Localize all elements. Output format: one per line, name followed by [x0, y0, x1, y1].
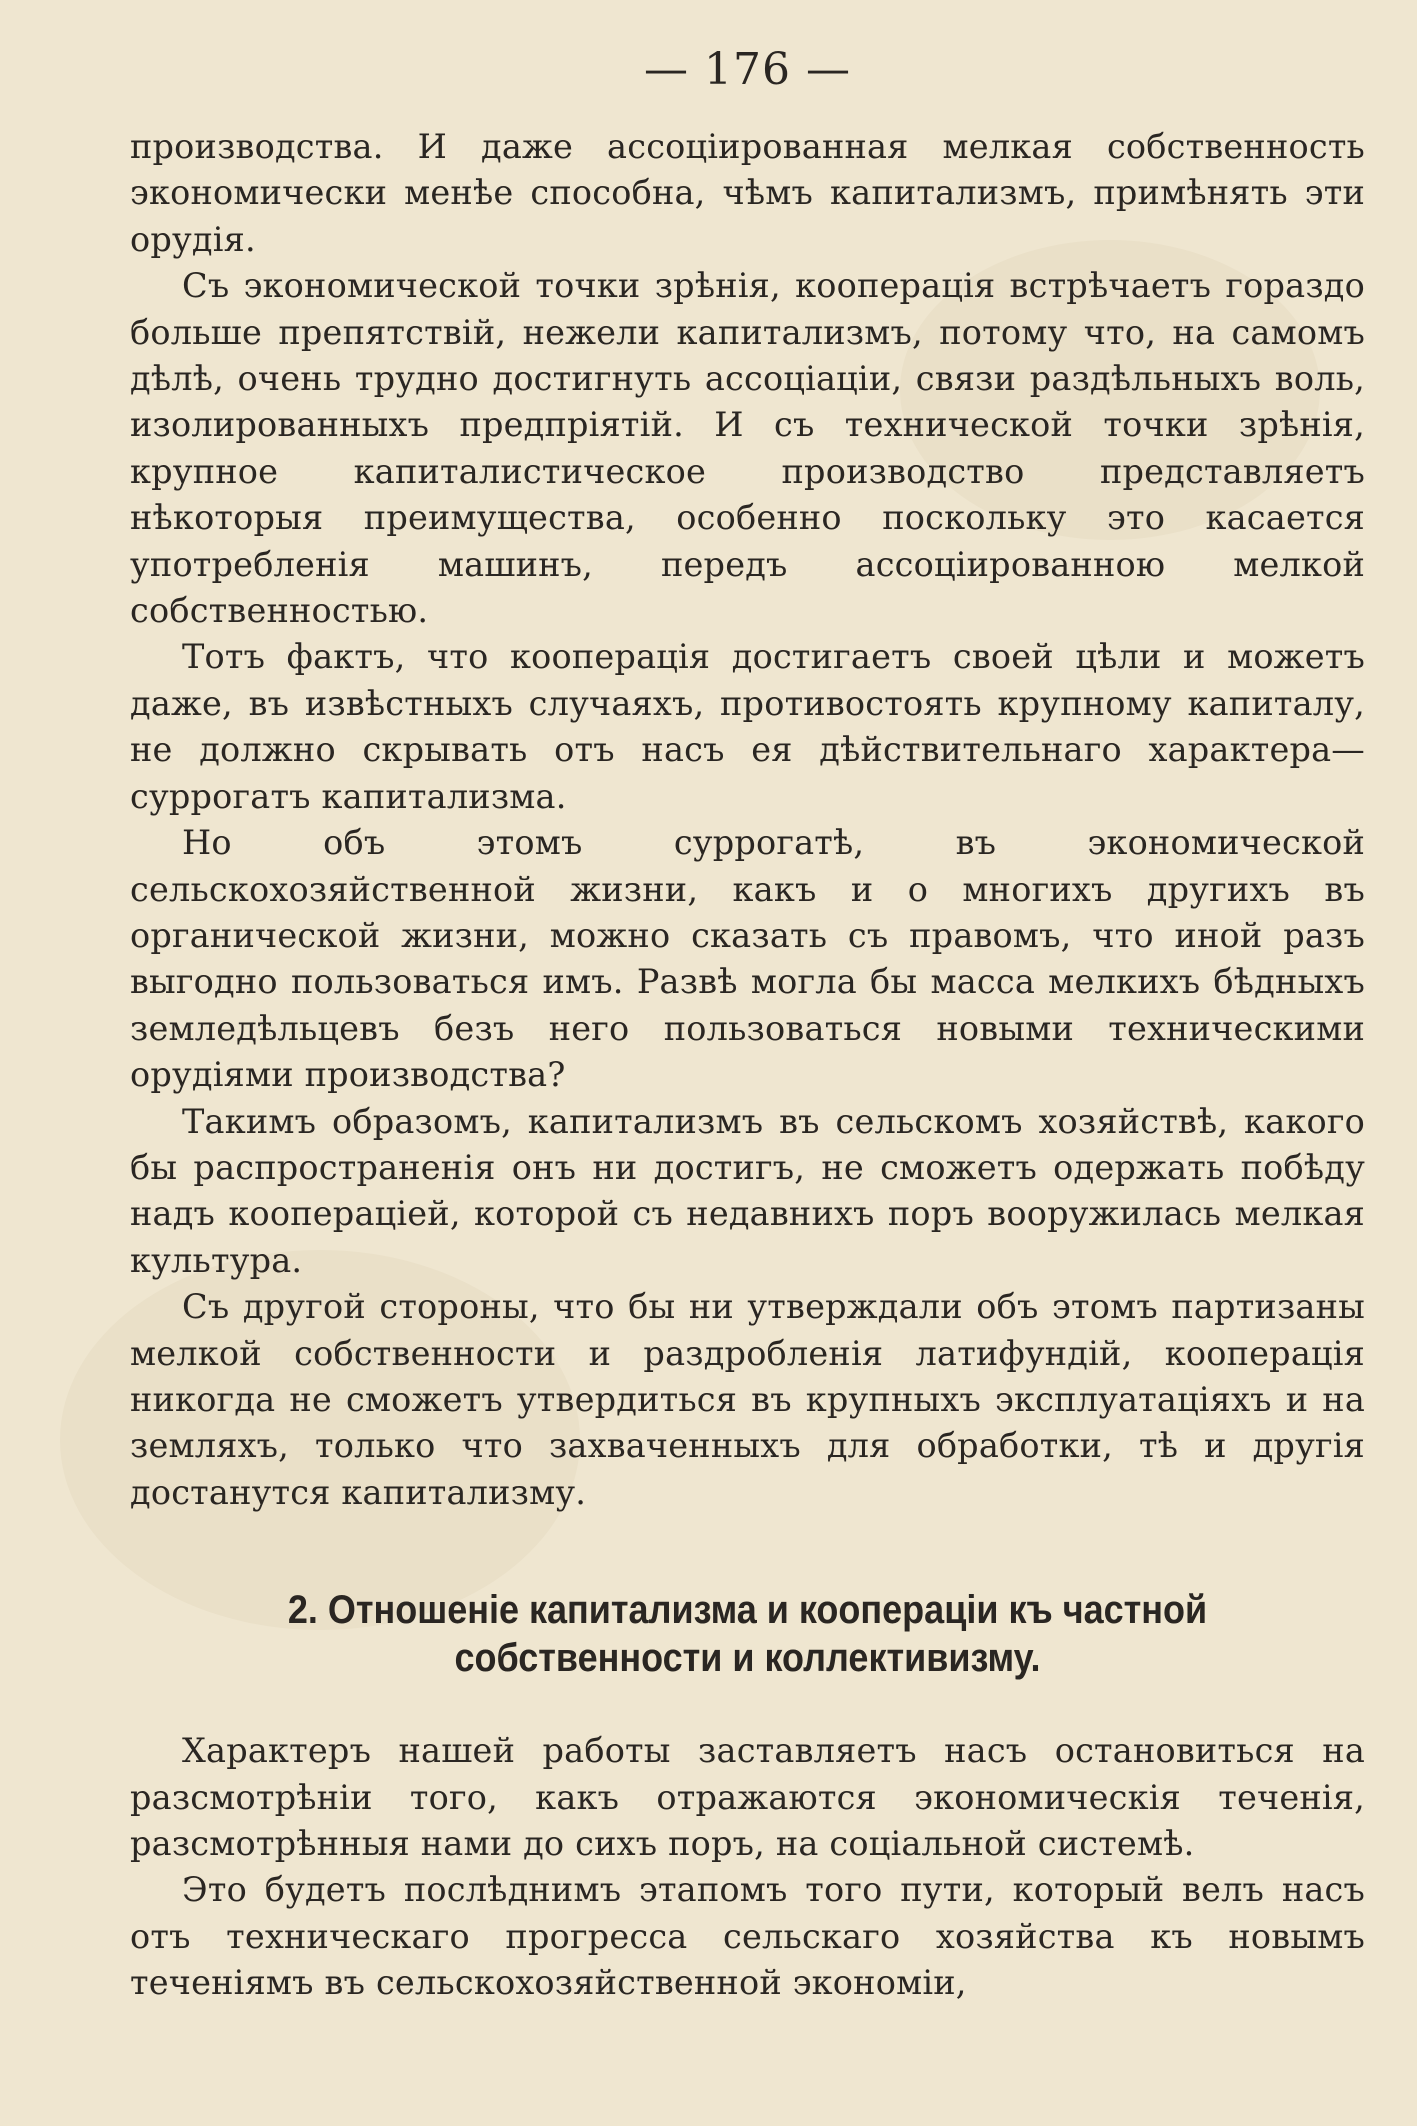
paragraph-1: производства. И даже ассоціированная мелкая собственность экономически менѣе способна, чѣмъ капитализмъ, примѣнять эти орудія. — [130, 127, 1365, 259]
book-page — [130, 40, 1365, 2100]
section-heading-line-2: собственности и коллективизму. — [454, 1636, 1041, 1681]
paragraph-2: Съ экономической точки зрѣнія, кооперація встрѣчаетъ гораздо больше препятствій, нежели капитализмъ, потому что, на самомъ дѣлѣ, очень трудно достигнуть ассоціаціи, связи раздѣльныхъ воль, изолированныхъ предпріятій. И съ технической точки зрѣнія, крупное капиталистическое производство представляетъ нѣкоторыя преимущества, особенно поскольку это касается употребленія машинъ, передъ ассоціированною мелкой собственностью. — [130, 266, 1365, 631]
page-number: — 176 — — [644, 44, 851, 95]
paragraph-7: Характеръ нашей работы заставляетъ насъ остановиться на разсмотрѣніи того, какъ отражаются экономическія теченія, разсмотрѣнныя нами до сихъ поръ, на соціальной системѣ. — [130, 1731, 1365, 1863]
paragraph-6: Съ другой стороны, что бы ни утверждали объ этомъ партизаны мелкой собственности и раздробленія латифундій, кооперація никогда не сможетъ утвердиться въ крупныхъ эксплуатаціяхъ и на земляхъ, только что захваченныхъ для обработки, тѣ и другія достанутся капитализму. — [130, 1287, 1365, 1512]
section-heading-line-1: 2. Отношеніе капитализма и коопераціи къ частной — [287, 1588, 1208, 1633]
section-heading — [192, 1586, 1304, 1682]
paragraph-8: Это будетъ послѣднимъ этапомъ того пути, который велъ насъ отъ техническаго прогресса сельскаго хозяйства къ новымъ теченіямъ въ сельскохозяйственной экономіи, — [130, 1870, 1365, 2003]
paragraph-3: Тотъ фактъ, что кооперація достигаетъ своей цѣли и можетъ даже, въ извѣстныхъ случаяхъ, противостоять крупному капиталу, не должно скрывать отъ насъ ея дѣйствительнаго характера—суррогатъ капитализма. — [130, 637, 1365, 816]
paragraph-4: Но объ этомъ суррогатѣ, въ экономической сельскохозяйственной жизни, какъ и о многихъ другихъ въ органической жизни, можно сказать съ правомъ, что иной разъ выгодно пользоваться имъ. Развѣ могла бы масса мелкихъ бѣдныхъ земледѣльцевъ безъ него пользоваться новыми техническими орудіями производства? — [130, 823, 1365, 1095]
paragraph-5: Такимъ образомъ, капитализмъ въ сельскомъ хозяйствѣ, какого бы распространенія онъ ни достигъ, не сможетъ одержать побѣду надъ коопераціей, которой съ недавнихъ поръ вооружилась мелкая культура. — [130, 1101, 1365, 1280]
